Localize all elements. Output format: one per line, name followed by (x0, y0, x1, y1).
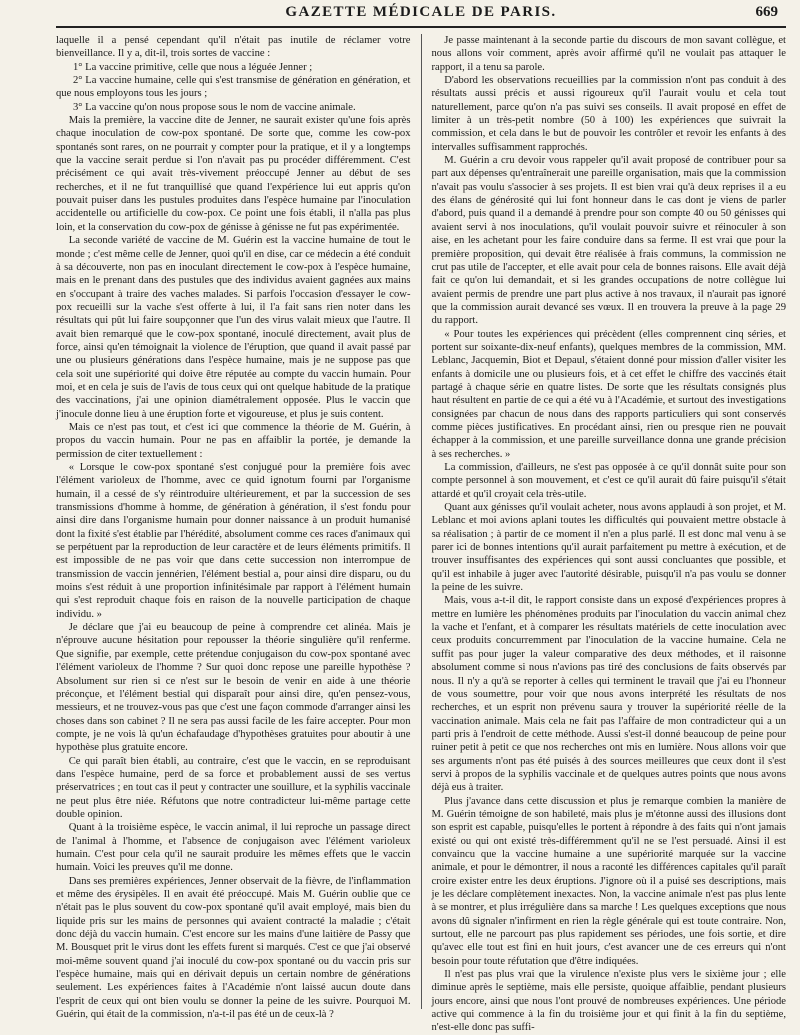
paragraph: Je passe maintenant à la seconde partie du discours de mon savant collègue, et nous allons voir comment, après avoir affirmé qu'il ne voulait pas attaquer le rapport, il a tenu sa parole. (431, 35, 786, 73)
paragraph: 2° La vaccine humaine, celle qui s'est transmise de génération en génération, et que nous employons tous les jours ; (56, 75, 411, 100)
page-number: 669 (755, 4, 778, 20)
paragraph: M. Guérin a cru devoir vous rappeler qu'il avait proposé de contribuer pour sa part aux dépenses qu'entraînerait une pareille organisation, mais que la commission n'avait pas voulu s'associer à ses projets. Il est bien vrai qu'à deux reprises il a eu des élans de générosité qui lui font honneur dans le cas dont je viens de parler d'abord, puis quand il a demandé à prendre pour son compte 40 ou 50 génisses qui avaient servi à nos inoculations, qu'il voulait pouvoir suivre et réinoculer à son aise, en les achetant pour les faire conduire dans sa ferme. Il est vrai que pour la première proposition, qui devait être réalisée à frais communs, la commission ne crut pas utile de l'accepter, et elle avait pour cela de bonnes raisons. Elle avait déjà fait ce qu'on lui demandait, et si les grandes occupations de notre collègue lui avaient permis de prendre une part plus active à nos travaux, il n'aurait pas ignoré que la commission aurait devancé ses vœux. Il en trouvera la preuve à la page 29 du rapport. (431, 155, 786, 327)
paragraph: Mais la première, la vaccine dite de Jenner, ne saurait exister qu'une fois après chaque inoculation de cow-pox spontané. De sorte que, comme les cow-pox spontanés sont rares, on ne pourrait y compter pour la pratique, et il y a longtemps que la vaccine serait perdue si l'on n'avait pas pu procéder différemment. C'est précisément ce qui avait très-vivement préoccupé Jenner au début de ses recherches, et il ne fut tranquillisé que quand l'expérience lui eut appris qu'on pouvait puiser dans les pustules produites dans l'espèce humaine par l'inoculation accidentelle ou artificielle du cow-pox. Ce point une fois établi, il n'alla pas plus loin, et la conservation du cow-pox de génisse à génisse ne fut pas expérimentée. (56, 115, 411, 233)
journal-title: GAZETTE MÉDICALE DE PARIS. (285, 4, 557, 20)
header-rule (56, 26, 786, 28)
paragraph: Ce qui paraît bien établi, au contraire, c'est que le vaccin, en se reproduisant dans l'espèce humaine, perd de sa force et probablement aussi de ses vertus préservatrices ; en tout cas il peut y contracter une souillure, et la syphilis vaccinale ne peut plus être niée. Réfutons que notre contradicteur lui-même partage cette double opinion. (56, 755, 411, 820)
paragraph: laquelle il a pensé cependant qu'il n'était pas inutile de réclamer votre bienveillance. Il y a, dit-il, trois sortes de vaccine : (56, 35, 411, 60)
paragraph: Plus j'avance dans cette discussion et plus je remarque combien la manière de M. Guérin témoigne de son habileté, mais plus je m'étonne aussi des illusions dont son esprit est capable, puisqu'elles le portent à répondre à des faits qui n'ont jamais existé ou qui ont existé très-différemment qu'il ne se l'est persuadé. Ainsi il est convaincu que la vaccine humaine a une supériorité marquée sur la vaccine animale, et pour le démontrer, il nous a raconté les différences capitales qu'il paraît croire exister entre les deux éruptions. J'ignore où il a puisé ses descriptions, mais je les déclare complètement inexactes. Non, la vaccine animale n'est pas plus lente à se montrer, et plus irrégulière dans sa marche ! Les quelques exceptions que nous avons dû signaler n'infirment en rien la règle générale qui est toute contraire. Non, surtout, elle ne parcourt pas plus rapidement ses périodes, une fois sortie, et dire qu'avec elle tout est fini en huit jours, c'est avancer une de ces erreurs qui n'ont besoin pour toute réfutation que d'être indiquées. (431, 795, 786, 967)
paragraph: Mais, vous a-t-il dit, le rapport consiste dans un exposé d'expériences propres à mettre en lumière les phénomènes produits par l'inoculation du vaccin animal chez la vache et l'enfant, et à comparer les résultats matériels de cette inoculation avec ceux produits concurremment par l'inoculation de la vaccine humaine. Cela ne suffit pas pour juger la valeur comparative des deux méthodes, et il raisonne absolument comme si nous n'avions pas tiré des conclusions de faits observés par nous. Il n'y a qu'à se reporter à celles qui terminent le travail que j'ai eu l'honneur de vous soumettre, pour voir que nous avons interprété les résultats de nos recherches, et un esprit non prévenu saura y trouver la supériorité réelle de la vaccination animale. Mais cela ne fait pas l'affaire de mon contradicteur qui a un parti pris à l'endroit de cette méthode. Aussi s'est-il donné beaucoup de peine pour ruiner petit à petit ce que nos recherches ont mis en lumière. Nous allons voir que ses arguments n'ont pas été puisés à des sources meilleures que ceux dont il s'est servi à propos de la syphilis vaccinale et de quelques autres points que nous avons déjà eus à traiter. (431, 595, 786, 794)
paragraph: « Pour toutes les expériences qui précèdent (elles comprennent cinq séries, et portent sur soixante-dix-neuf enfants), quelques membres de la commission, MM. Leblanc, Jacquemin, Biot et Depaul, s'étaient donné pour mission d'aller visiter les enfants à domicile une ou plusieurs fois, et à cet effet le chiffre des vaccinés était partagé à chaque série en quatre listes. De sorte que les résultats consignés plus haut résultent en partie de ce qui a été vu à l'Académie, et surtout des investigations consignées par chacun de nous dans des rapports particuliers qui sont conservés comme pièces justificatives. En procédant ainsi, rien ou presque rien ne pouvait échapper à la commission, et une pareille surveillance donna une grande précision à ses recherches. » (431, 328, 786, 460)
running-header (56, 0, 786, 26)
paragraph: Dans ses premières expériences, Jenner observait de la fièvre, de l'inflammation et même des érysipèles. Il en avait été préoccupé. Mais M. Guérin oublie que ce n'était pas le plus souvent du cow-pox spontané qu'il avait employé, mais bien du liquide pris sur les mains de personnes qui avaient contracté la maladie ; c'était donc déjà du vaccin humain. C'est encore sur les mains d'une laitière de Passy que M. Bousquet prit le virus dont les effets furent si marqués. C'est ce que j'ai observé moi-même souvent quand j'ai inoculé du cow-pox spontané ou du vaccin pris sur l'espèce humaine, mais qui en dérivait depuis un certain nombre de générations seulement. Les expériences faites à l'Académie n'ont laissé aucun doute dans l'esprit de ceux qui ont bien voulu se donner la peine de les suivre. Pourquoi M. Guérin, qui était de la commission, n'a-t-il pas été un de ceux-là ? (56, 875, 411, 1021)
paragraph: Mais ce n'est pas tout, et c'est ici que commence la théorie de M. Guérin, à propos du vaccin humain. Pour ne pas en affaiblir la portée, je demande la permission de citer textuellement : (56, 421, 411, 460)
paragraph: La seconde variété de vaccine de M. Guérin est la vaccine humaine de tout le monde ; c'est même celle de Jenner, quoi qu'il en dise, car ce médecin a été conduit à sa découverte, non pas en inoculant directement le cow-pox à l'espèce humaine, mais en le prenant dans des pustules que des individus avaient gagnées aux mains en s'occupant à traire des vaches malades. Si parfois l'occasion d'essayer le cow-pox recueilli sur la vache s'est offerte à lui, il l'a fait sans rien noter dans les résultats qui pût lui faire soupçonner que l'un des virus valait mieux que l'autre. Il avait bien remarqué que le cow-pox spontané, inoculé directement, avait plus de force, ainsi qu'en témoignait la violence de l'éruption, que quand il avait passé par une ou plusieurs générations dans l'espèce humaine, mais je ne suppose pas que cela soit une supériorité qui doive être réputée au compte du vaccin humain. Pour moi, et en cela je suis de l'avis de tous ceux qui ont quelque habitude de la pratique des vaccinations, j'ai une opinion diamétralement opposée. Plus le vaccin que j'inocule donne lieu à une éruption forte et vigoureuse, et plus je suis content. (56, 235, 411, 420)
text-columns (56, 34, 786, 1034)
paragraph: 1° La vaccine primitive, celle que nous a léguée Jenner ; (72, 61, 313, 73)
paragraph: Quant aux génisses qu'il voulait acheter, nous avons applaudi à son projet, et M. Leblanc et moi avions aplani toutes les difficultés qui pouvaient mettre obstacle à sa réalisation ; à partir de ce moment il n'en a plus parlé. Il est donc mal venu à se parer ici de bonnes intentions qu'il aurait parfaitement pu mettre à exécution, et de trouver insuffisantes des expériences qui sont aussi concluantes que possible, et qu'il est inhabile à juger avec l'autorité désirable, puisqu'il n'a pas voulu se donner la peine de les suivre. (431, 502, 786, 594)
paragraph: 3° La vaccine qu'on nous propose sous le nom de vaccine animale. (72, 101, 356, 113)
paragraph: « Lorsque le cow-pox spontané s'est conjugué pour la première fois avec l'élément varioleux de l'homme, avec ce quid ignotum fourni par l'organisme humain, il a cessé de s'y réintroduire ultérieurement, et par la succession de ses transmissions d'homme à homme, de génération à génération, il s'est fondu pour ainsi dire dans l'organisme humain pour donner naissance à un produit humanisé dont la fixité s'est établie par l'hérédité, absolument comme ces races d'animaux qui se perpétuent par la reproduction de leur caractère et de leurs éléments primitifs. Il est impossible de ne pas voir que dans cette succession non interrompue de transmission de vaccin jennérien, l'élément bestial a, pour ainsi dire disparu, ou du moins s'est réduit à une proportion infinitésimale par rapport à l'élément humain qui s'est reproduit chaque fois en raison de la nouvelle participation de chaque individu. » (56, 462, 411, 620)
paragraph: Quant à la troisième espèce, le vaccin animal, il lui reproche un passage direct de l'animal à l'homme, et l'absence de conjugaison avec l'élément varioleux humain. C'est pour cela qu'il ne saurait produire les mêmes effets que le vaccin humain. Voici les preuves qu'il me donne. (56, 822, 411, 874)
paragraph: La commission, d'ailleurs, ne s'est pas opposée à ce qu'il donnât suite pour son compte personnel à son mouvement, et c'est ce qu'il aurait dû faire puisqu'il s'était attardé et qu'il croyait cela très-utile. (431, 462, 786, 500)
left-column (56, 34, 411, 1021)
paragraph: D'abord les observations recueillies par la commission n'ont pas conduit à des résultats aussi précis et aussi rigoureux qu'il l'aurait voulu et cela tout naturellement, parce qu'on n'a pas suivi ses conseils. Il avait proposé en effet de limiter à un très-petit nombre (50 à 100) les expériences que suivrait la commission, et cela dans le but de pouvoir les contrôler et revoir les enfants à des intervalles suffisamment rapprochés. (431, 75, 786, 153)
paragraph: Je déclare que j'ai eu beaucoup de peine à comprendre cet alinéa. Mais je n'éprouve aucune hésitation pour repousser la théorie singulière qu'il renferme. Que signifie, par exemple, cette prétendue conjugaison du cow-pox spontané avec l'élément varioleux de l'homme ? Sur quoi donc repose une pareille hypothèse ? Absolument sur rien si ce n'est sur le besoin de venir en aide à une théorie préconçue, et l'élément bestial qui disparaît pour ainsi dire, qu'en pensez-vous, messieurs, et ne trouvez-vous pas que c'est une façon commode d'arranger ainsi les choses dans son cabinet ? Il ne sera pas aussi facile de les faire accepter. Pour mon compte, je ne vois là qu'un échafaudage d'hypothèses gratuites pour aboutir à une hypothèse plus gratuite encore. (56, 622, 411, 754)
paragraph: Il n'est pas plus vrai que la virulence n'existe plus vers le sixième jour ; elle diminue après le septième, mais elle persiste, quoique affaiblie, pendant plusieurs jours encore, ainsi que nous l'ont prouvé de nombreuses expériences. Une période active qui commence à la fin du troisième jour et qui finit à la fin du septième, n'est-elle donc pas suffi- (431, 969, 786, 1034)
right-column (421, 34, 787, 1034)
